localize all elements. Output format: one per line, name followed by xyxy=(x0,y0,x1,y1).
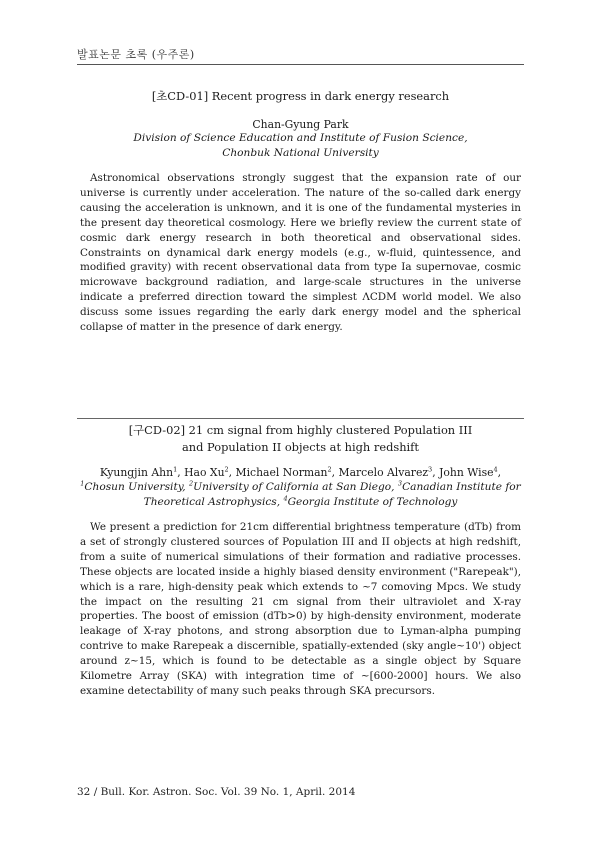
paper1-affiliation-line1: Division of Science Education and Institute of Fusion Science, xyxy=(133,132,468,144)
paper1-author: Chan-Gyung Park xyxy=(252,118,349,131)
paper1-title: [초CD-01] Recent progress in dark energy research xyxy=(151,89,450,103)
affiliation-name: Canadian Institute for xyxy=(402,481,521,493)
author-name: John Wise xyxy=(439,466,494,479)
paper2-title-line2: and Population II objects at high redshift xyxy=(182,440,419,454)
paper2-affiliations-line2 xyxy=(77,495,524,510)
author-affiliation-mark: 2 xyxy=(327,465,332,474)
paper2-affiliations-line1 xyxy=(77,480,524,495)
affiliation-name: University of California at San Diego, xyxy=(193,481,398,493)
affiliation-name: Georgia Institute of Technology xyxy=(287,496,458,508)
running-header: 발표논문 초록 (우주론) xyxy=(77,48,195,61)
author-name: Marcelo Alvarez xyxy=(338,466,429,479)
author-separator: , xyxy=(497,466,502,479)
affiliation-mark: 2 xyxy=(189,479,194,488)
author-affiliation-mark: 2 xyxy=(224,465,229,474)
author-affiliation-mark: 3 xyxy=(428,465,433,474)
author-separator: , xyxy=(228,466,236,479)
author-name: Kyungjin Ahn xyxy=(99,466,174,479)
affiliation-mark: 1 xyxy=(80,479,85,488)
affiliation-name: Theoretical Astrophysics, xyxy=(143,496,284,508)
paper2-abstract: We present a prediction for 21cm differential brightness temperature (dTb) from a set of strongly clustered sources of Population III and II objects at high redshift, from a suite of numerical simulations of their formation and radiative processes. These objects are located inside a highly biased density environment ("Rarepeak"), which is a rare, high-density peak which extends to ~7 comoving Mpcs. We study the impact on the resulting 21 cm signal from their ultraviolet and X-ray properties. The boost of emission (dTb>0) by high-density environment, moderate leakage of X-ray photons, and strong absorption due to Lyman-alpha pumping contrive to make Rarepeak a discernible, spatially-extended (sky angle~10') object around z~15, which is found to be detectable as a single object by Square Kilometre Array (SKA) with integration time of ~[600-2000] hours. We also examine detectability of many such peaks through SKA precursors. xyxy=(80,521,521,697)
paper1-abstract: Astronomical observations strongly suggest that the expansion rate of our universe is currently under acceleration. The nature of the so-called dark energy causing the acceleration is unknown, and it is one of the fundamental mysteries in the present day theoretical cosmology. Here we briefly review the current state of cosmic dark energy research in both theoretical and observational sides. Constraints on dynamical dark energy models (e.g., w-fluid, quintessence, and modified gravity) with recent observational data from type Ia supernovae, cosmic microwave background radiation, and large-scale structures in the universe indicate a preferred direction toward the simplest ΛCDM world model. We also discuss some issues regarding the early dark energy model and the spherical collapse of matter in the presence of dark energy. xyxy=(80,172,521,334)
affiliation-mark: 3 xyxy=(397,479,403,488)
author-name: Hao Xu xyxy=(184,466,225,479)
affiliation-name: Chosun University, xyxy=(84,481,190,493)
paper2-authors xyxy=(77,465,524,480)
author-separator: , xyxy=(432,466,440,479)
paper1-affiliation-line2: Chonbuk National University xyxy=(222,147,379,159)
author-name: Michael Norman xyxy=(235,466,328,479)
section-divider xyxy=(77,418,524,419)
header-rule xyxy=(77,64,524,65)
affiliation-mark: 4 xyxy=(283,494,288,503)
author-separator: , xyxy=(331,466,339,479)
author-affiliation-mark: 1 xyxy=(173,465,178,474)
page-footer: 32 / Bull. Kor. Astron. Soc. Vol. 39 No. 1, April. 2014 xyxy=(77,786,356,798)
paper2-title-line1: [구CD-02] 21 cm signal from highly clustered Population III xyxy=(128,423,473,437)
author-separator: , xyxy=(177,466,185,479)
author-affiliation-mark: 4 xyxy=(493,465,498,474)
